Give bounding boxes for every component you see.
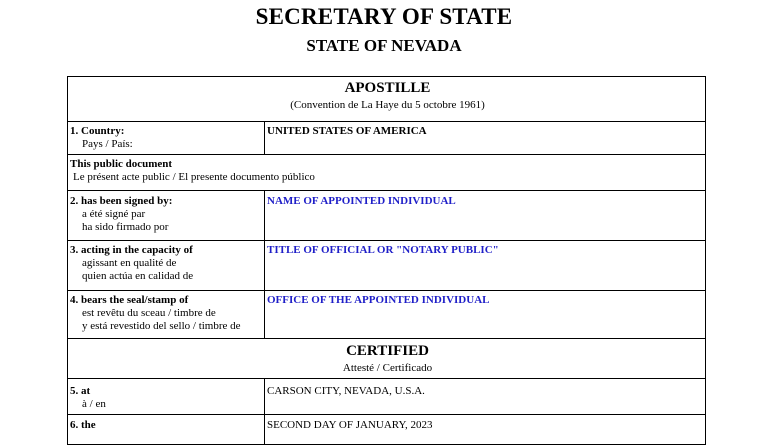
row-capacity <box>68 241 706 291</box>
apostille-table <box>67 76 706 445</box>
row-country <box>68 122 706 155</box>
row-signed-by <box>68 191 706 241</box>
signed-by-translation-es: ha sido firmado por <box>82 221 169 233</box>
certified-title: CERTIFIED <box>346 343 429 359</box>
certified-heading-row <box>68 339 706 379</box>
certified-subtitle: Attesté / Certificado <box>342 362 433 374</box>
signed-by-translation-fr: a été signé par <box>82 208 146 220</box>
at-value: CARSON CITY, NEVADA, U.S.A. <box>267 385 425 397</box>
public-doc-label: This public document <box>70 158 173 170</box>
page-title: SECRETARY OF STATE <box>255 4 513 29</box>
page-subtitle: STATE OF NEVADA <box>306 36 462 55</box>
the-label: 6. the <box>70 419 96 431</box>
apostille-heading-row <box>68 77 706 122</box>
seal-translation-es: y está revestido del sello / timbre de <box>82 320 241 332</box>
row-the <box>68 415 706 445</box>
apostille-title: APOSTILLE <box>344 80 431 96</box>
country-label: 1. Country: <box>70 125 125 137</box>
row-seal <box>68 291 706 339</box>
signed-by-label: 2. has been signed by: <box>70 195 173 207</box>
seal-value: OFFICE OF THE APPOINTED INDIVIDUAL <box>267 294 490 306</box>
public-doc-translation: Le présent acte public / El presente documento público <box>73 171 315 183</box>
apostille-subtitle: (Convention de La Haye du 5 octobre 1961) <box>290 99 485 111</box>
capacity-label: 3. acting in the capacity of <box>70 244 193 256</box>
country-translation: Pays / País: <box>82 138 133 150</box>
capacity-translation-es: quien actúa en calidad de <box>82 270 194 282</box>
row-public-document <box>68 155 706 191</box>
country-value: UNITED STATES OF AMERICA <box>267 125 427 137</box>
seal-translation-fr: est revêtu du sceau / timbre de <box>82 307 216 319</box>
capacity-value: TITLE OF OFFICIAL OR "NOTARY PUBLIC" <box>267 244 499 256</box>
the-value: SECOND DAY OF JANUARY, 2023 <box>267 419 433 431</box>
capacity-translation-fr: agissant en qualité de <box>82 257 177 269</box>
at-label: 5. at <box>70 385 91 397</box>
at-translation: à / en <box>82 398 106 410</box>
seal-label: 4. bears the seal/stamp of <box>70 294 189 306</box>
row-at <box>68 379 706 415</box>
signed-by-value: NAME OF APPOINTED INDIVIDUAL <box>267 195 456 207</box>
